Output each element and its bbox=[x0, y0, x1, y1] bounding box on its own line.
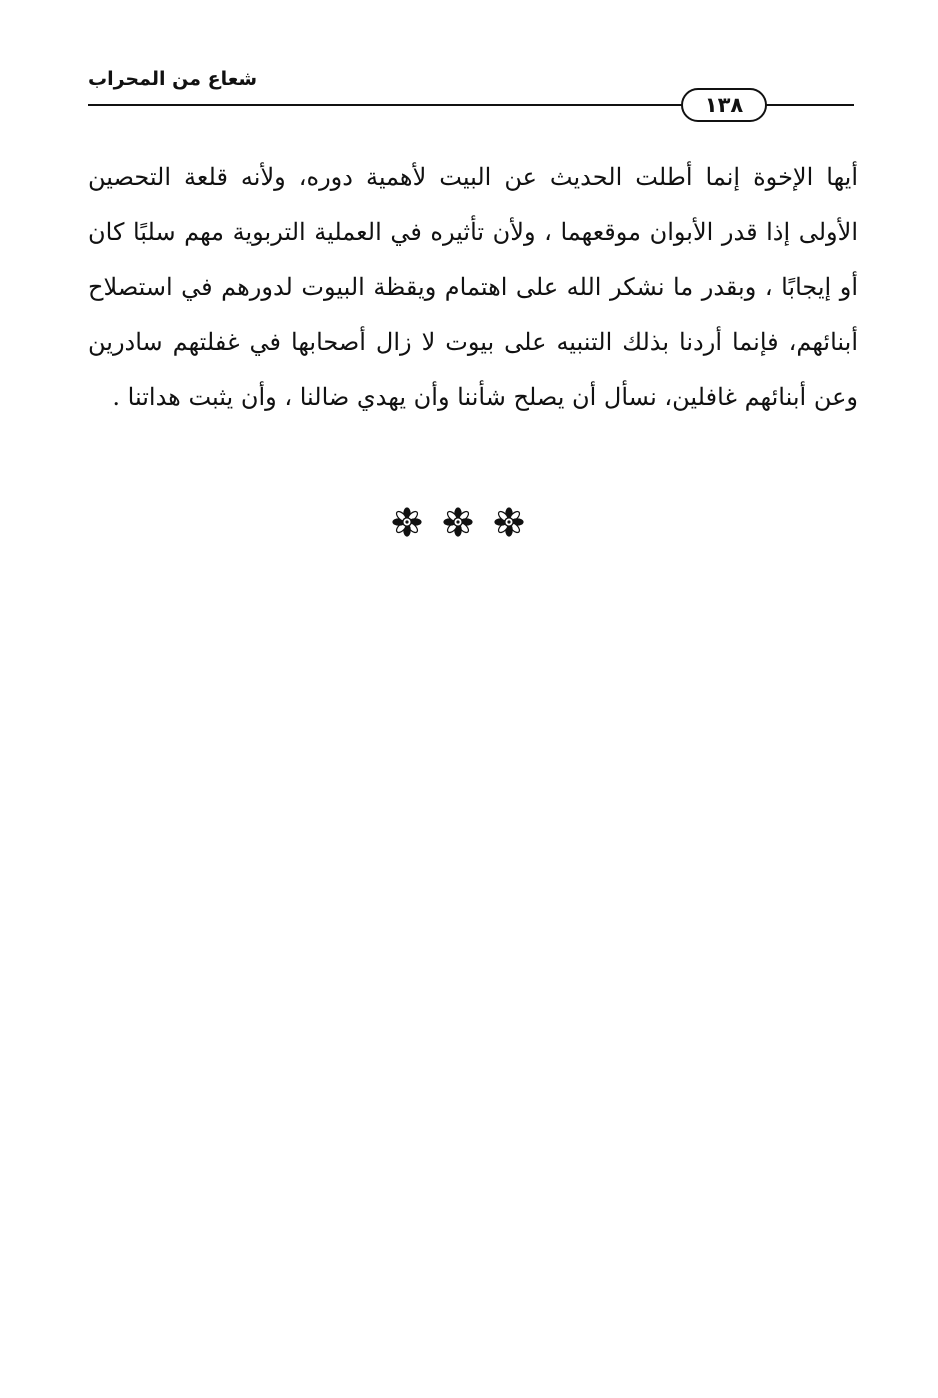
running-title: شعاع من المحراب bbox=[88, 68, 258, 90]
body-line: وعن أبنائهم غافلين، نسأل أن يصلح شأننا وأن يهدي ضالنا ، وأن يثبت هداتنا . bbox=[112, 383, 858, 411]
body-line: أو إيجابًا ، وبقدر ما نشكر الله على اهتمام ويقظة البيوت لدورهم في استصلاح bbox=[88, 273, 858, 301]
body-text bbox=[88, 150, 858, 425]
floral-ornament-icon bbox=[443, 507, 473, 537]
body-line: الأولى إذا قدر الأبوان موقعهما ، ولأن تأثيره في العملية التربوية مهم سلبًا كان bbox=[88, 218, 858, 246]
page-number-badge bbox=[681, 88, 767, 122]
page-number: ١٣٨ bbox=[704, 92, 744, 117]
section-divider-ornaments bbox=[392, 505, 524, 539]
floral-ornament-icon bbox=[494, 507, 524, 537]
body-line: أيها الإخوة إنما أطلت الحديث عن البيت لأهمية دوره، ولأنه قلعة التحصين bbox=[88, 163, 858, 191]
body-line: أبنائهم، فإنما أردنا بذلك التنبيه على بيوت لا زال أصحابها في غفلتهم سادرين bbox=[88, 328, 858, 356]
floral-ornament-icon bbox=[392, 507, 422, 537]
